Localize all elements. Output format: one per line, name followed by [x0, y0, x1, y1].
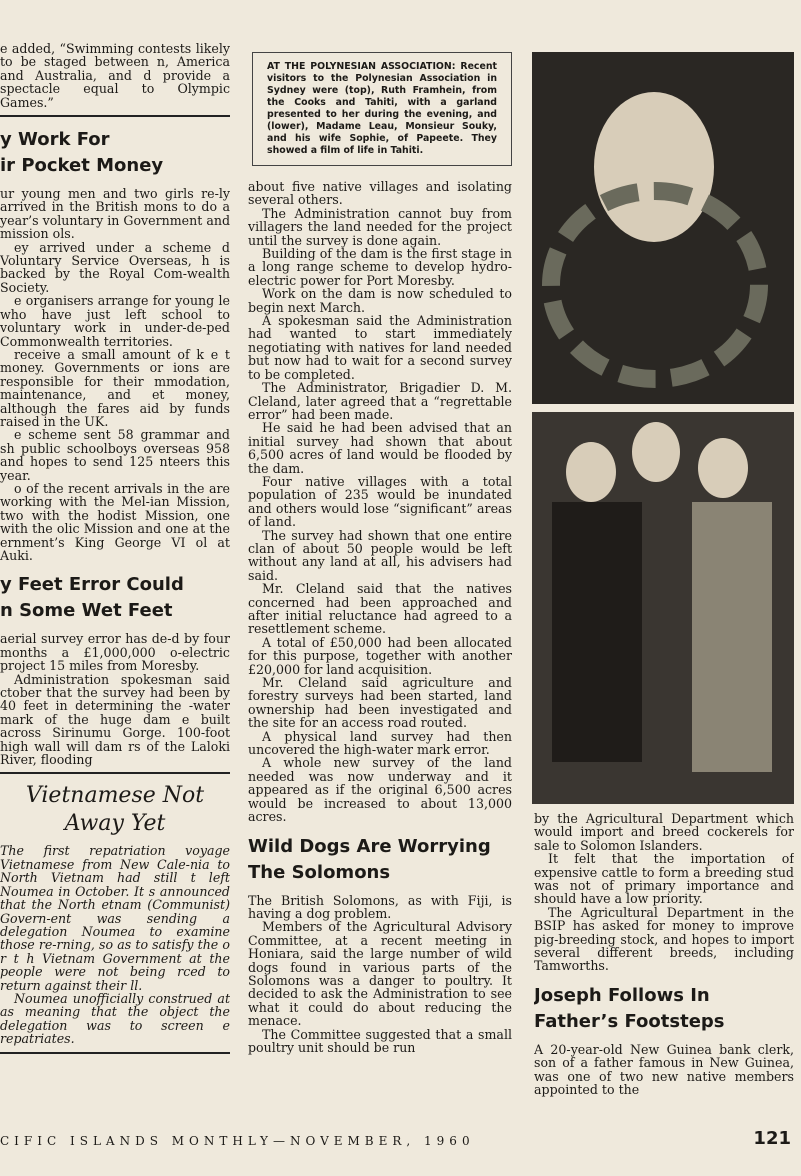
magazine-issue: CIFIC ISLANDS MONTHLY—NOVEMBER, 1960	[0, 1134, 475, 1148]
article-pocket-money: ur young men and two girls re-ly arrived in the British mons to do a year’s voluntary in Government and mission ols. ey arrived under a scheme d Voluntary Service Overseas, h is backed by the Royal Com-wealth Society. e organisers arrange for young le who have just left school to voluntary work in under-de-ped Commonwealth territories. receive a small amount of k e t money. Governments or ions are responsible for their mmodation, maintenance, and et money, although the fares aid by funds raised in the UK. e scheme sent 58 grammar and sh public schoolboys overseas 958 and hopes to send 125 nteers this year. o of the recent arrivals in the are working with the Mel-ian Mission, two with the hodist Mission, one with the olic Mission and one at the ernment’s King George VI ol at Auki.	[0, 186, 230, 563]
page-number: 121	[753, 1128, 791, 1149]
column-right	[534, 812, 794, 1120]
photo-caption: AT THE POLYNESIAN ASSOCIATION: Recent visitors to the Polynesian Association in Sydney were (top), Ruth Framhein, from the Cooks and Tahiti, with a garland presented to her during the evening, and (lower), Madame Leau, Monsieur Souky, and his wife Sophie, of Papeete. They showed a film of life in Tahiti.	[252, 52, 512, 166]
headline-joseph: Joseph Follows In Father’s Footsteps	[534, 984, 725, 1032]
divider	[0, 772, 230, 774]
intro-text: e added, “Swimming contests likely to be staged between n, America and Australia, and d provide a spectacle equal to Olympic Games.”	[0, 42, 230, 110]
headline-wild-dogs: Wild Dogs Are Worrying The Solomons	[248, 835, 491, 883]
article-wild-dogs: The British Solomons, as with Fiji, is having a dog problem. Members of the Agricultural Advisory Committee, at a recent meeting in Honiara, said the large number of wild dogs found in various parts of the Solomons was a danger to poultry. It decided to ask the Administration to see what it could do about reducing the menace. The Committee suggested that a small poultry unit should be run	[248, 892, 512, 1055]
visitor-face	[698, 438, 748, 498]
article-wet-feet: aerial survey error has de-d by four months a £1,000,000 o-electric project 15 miles from Moresby. Administration spokesman said ctober that the survey had been by 40 feet in determining the -water mark of the huge dam e built across Sirinumu Gorge. 100-foot high wall will dam rs of the Laloki River, flooding	[0, 631, 230, 768]
visitor-figure	[692, 502, 772, 772]
headline-pocket-money: y Work For ir Pocket Money	[0, 129, 164, 177]
headline-vietnamese: Vietnamese Not Away Yet	[25, 783, 205, 837]
headline-wet-feet: y Feet Error Could n Some Wet Feet	[0, 574, 184, 622]
article-dam-continued: about five native villages and isolating several others. The Administration cannot buy from villagers the land needed for the project until the survey is done again. Building of the dam is the first stage in a long range scheme to develop hydro-electric power for Port Moresby. Work on the dam is now scheduled to begin next March. A spokesman said the Administration had wanted to start immediately negotiating with natives for land needed but now had to wait for a second survey to be completed. The Administrator, Brigadier D. M. Cleland, later agreed that a “regrettable error” had been made. He said he had been advised that an initial survey had shown that about 6,500 acres of land would be flooded by the dam. Four native villages with a total population of 235 would be inundated and others would lose “significant” areas of land. The survey had shown that one entire clan of about 50 people would be left without any land at all, his advisers had said. Mr. Cleland said that the natives concerned had been approached and after initial reluctance had agreed to a resettlement scheme. A total of £50,000 had been allocated for this purpose, together with another £20,000 for land acquisition. Mr. Cleland said agriculture and forestry surveys had been started, land ownership had been investigated and the site for an access road routed. A physical land survey had then uncovered the high-water mark error. A whole new survey of the land needed was now underway and it appeared as if the original 6,500 acres would be increased to about 13,000 acres.	[248, 179, 512, 825]
divider	[0, 115, 230, 117]
article-vietnamese: The first repatriation voyage Vietnamese from New Cale-nia to North Vietnam had still t left Noumea in October. It s announced that the North etnam (Communist) Govern-ent was sending a delegation Noumea to examine those re-rning, so as to satisfy the o r t h Vietnam Government at the people were not being rced to return against their ll. Noumea unofficially construed at as meaning that the object the delegation was to screen e repatriates.	[0, 843, 230, 1047]
column-middle	[248, 52, 512, 1120]
divider	[0, 1052, 230, 1054]
photo-tahiti-visitors	[532, 412, 794, 804]
column-left	[0, 42, 230, 1118]
visitor-figure	[552, 502, 642, 762]
page-footer	[0, 1128, 801, 1158]
visitor-face	[566, 442, 616, 502]
article-joseph: A 20-year-old New Guinea bank clerk, son of a father famous in New Guinea, was one of two new native members appointed to the	[534, 1041, 794, 1098]
flower-garland	[542, 182, 768, 388]
visitor-face	[632, 422, 680, 482]
photo-ruth-framhein	[532, 52, 794, 404]
article-poultry: by the Agricultural Department which would import and breed cockerels for sale to Solomon Islanders. It felt that the importation of expensive cattle to form a breeding stud was not of primary importance and should have a low priority. The Agricultural Department in the BSIP has asked for money to improve pig-breeding stock, and hopes to import several different breeds, including Tamworths.	[534, 812, 794, 974]
